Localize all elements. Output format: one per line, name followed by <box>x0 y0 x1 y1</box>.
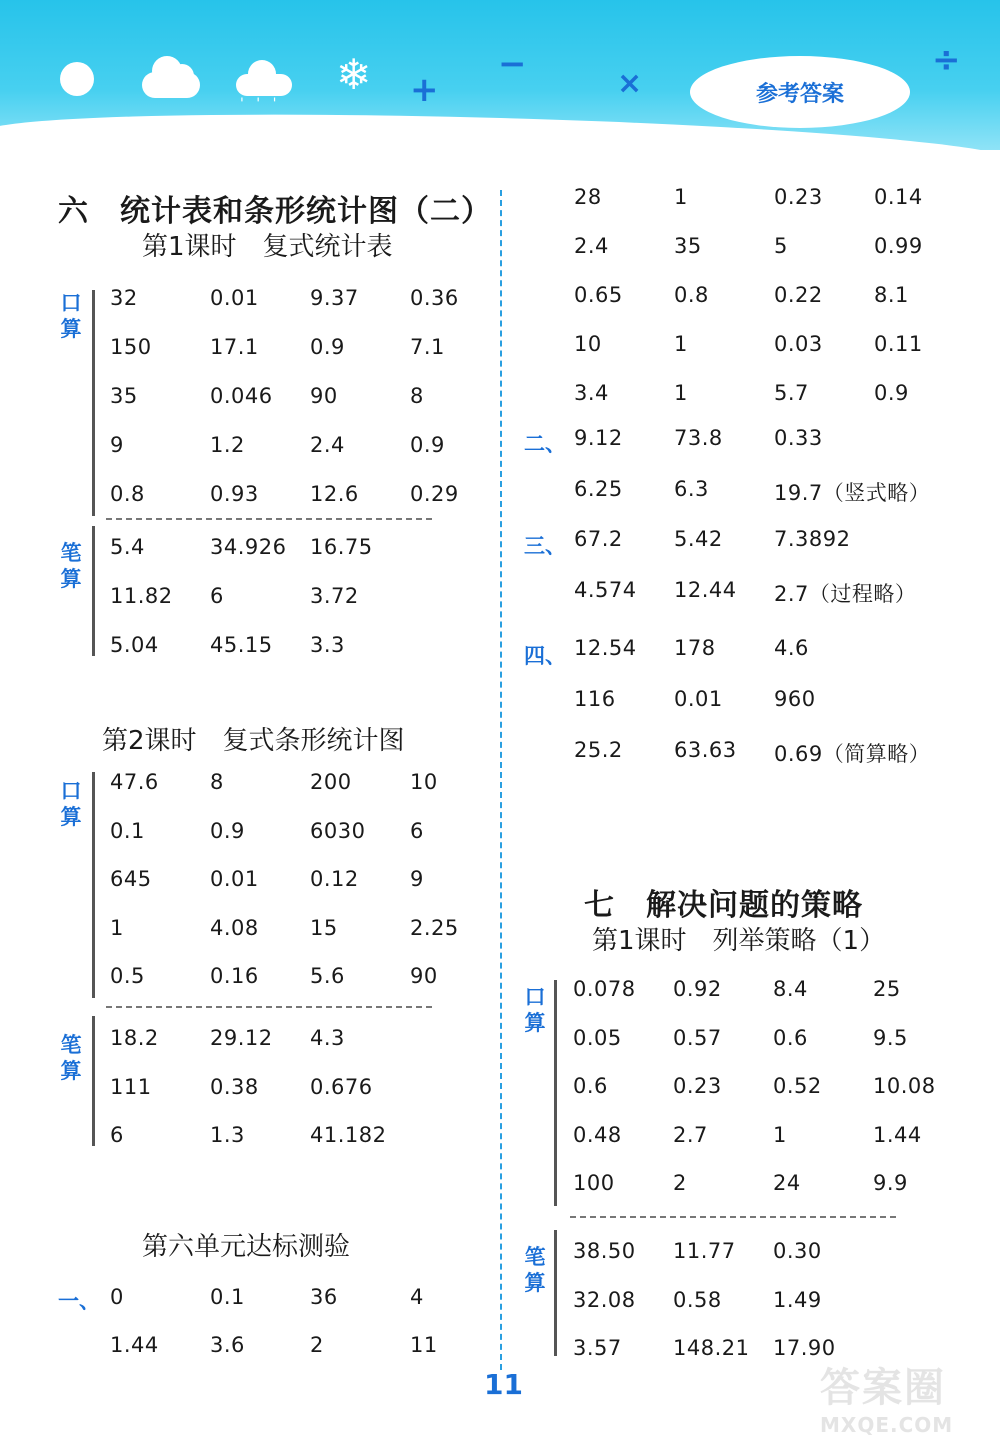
answer-cell: 3.57 <box>573 1336 622 1360</box>
answer-cell: 5 <box>774 234 788 258</box>
answer-cell: 8.1 <box>874 283 909 307</box>
answer-cell: 17.90 <box>773 1336 836 1360</box>
answer-cell: 1.49 <box>773 1287 822 1312</box>
answer-cell: 116 <box>574 687 616 711</box>
answer-cell: 32.08 <box>573 1287 636 1312</box>
answer-cell: 6.25 <box>574 477 623 501</box>
answer-cell: 5.7 <box>774 381 809 405</box>
answer-cell: 0.29 <box>410 482 459 506</box>
answer-cell: 0.8 <box>110 482 145 506</box>
answer-cell: 2.7（过程略） <box>774 582 917 606</box>
answer-cell: 0.6 <box>573 1074 608 1098</box>
answer-cell: 0.5 <box>110 964 145 988</box>
answer-cell: 41.182 <box>310 1123 387 1147</box>
answer-cell: 29.12 <box>210 1026 273 1050</box>
answer-cell: 0.6 <box>773 1025 808 1050</box>
answer-cell: 0.93 <box>210 482 259 506</box>
plus-icon: + <box>410 70 439 110</box>
answer-cell: 0.57 <box>673 1025 722 1050</box>
answer-cell: 73.8 <box>674 426 723 450</box>
answer-cell: 178 <box>674 636 716 660</box>
answer-cell: 0.16 <box>210 964 259 988</box>
answer-cell: 0.9 <box>210 818 245 843</box>
answer-cell: 1 <box>773 1122 787 1147</box>
answer-cell: 148.21 <box>673 1336 750 1360</box>
answer-cell: 12.44 <box>674 578 737 602</box>
watermark <box>820 1356 996 1444</box>
answer-cell: 6 <box>410 818 424 843</box>
watermark-logo: 答案圈 <box>820 1365 946 1411</box>
answer-cell: 150 <box>110 335 152 359</box>
answer-cell: 24 <box>773 1171 801 1195</box>
answer-cell: 8 <box>410 384 424 408</box>
answer-cell: 45.15 <box>210 633 273 657</box>
answer-cell: 1.3 <box>210 1123 245 1147</box>
answer-cell: 0.92 <box>673 977 722 1001</box>
answer-cell: 17.1 <box>210 335 259 359</box>
watermark-url: MXQE.COM <box>820 1413 954 1437</box>
answer-cell: 6 <box>210 584 224 608</box>
answer-cell: 0.65 <box>574 283 623 307</box>
answer-cell: 2 <box>673 1171 687 1195</box>
answer-cell: 0.078 <box>573 977 636 1001</box>
answer-cell: 0.12 <box>310 867 359 891</box>
answer-cell: 0.01 <box>674 687 723 711</box>
answer-cell: 0.01 <box>210 286 259 310</box>
cloud-icon <box>142 72 200 98</box>
answer-cell: 0.99 <box>874 234 923 258</box>
written-label: 笔算 <box>60 541 82 591</box>
part-1-label: 一、 <box>58 1289 100 1313</box>
page-number: 11 <box>484 1368 523 1401</box>
answer-cell: 1.2 <box>210 433 245 457</box>
answer-cell: 0.23 <box>774 185 823 209</box>
answer-cell: 4 <box>410 1285 424 1309</box>
written-label: 笔算 <box>524 1245 546 1295</box>
section-separator <box>570 1216 896 1218</box>
answer-cell: 5.4 <box>110 535 145 559</box>
section-bar <box>92 772 95 998</box>
answer-cell: 0.69（简算略） <box>774 742 931 766</box>
snowflake-icon: ❄ <box>336 50 372 99</box>
answer-cell: 10.08 <box>873 1074 936 1098</box>
answer-cell: 2.4 <box>310 433 345 457</box>
divide-icon: ÷ <box>932 40 961 80</box>
answer-cell: 3.72 <box>310 584 359 608</box>
answer-cell: 1.44 <box>873 1122 922 1147</box>
oral-label: 口算 <box>60 291 82 341</box>
answer-cell: 12.54 <box>574 636 637 660</box>
answer-cell: 0.58 <box>673 1287 722 1312</box>
answer-cell: 9.5 <box>873 1025 908 1050</box>
answer-cell: 1 <box>674 332 688 356</box>
answer-cell: 9 <box>410 867 424 891</box>
answer-cell: 0.03 <box>774 332 823 356</box>
answer-cell: 0.52 <box>773 1074 822 1098</box>
answer-cell: 19.7（竖式略） <box>774 481 931 505</box>
part-2-label: 二、 <box>524 432 566 456</box>
header-banner <box>0 0 1000 150</box>
answer-cell: 2.4 <box>574 234 609 258</box>
answer-cell: 35 <box>674 234 702 258</box>
section-bar <box>554 980 557 1206</box>
answer-cell: 100 <box>573 1171 615 1195</box>
answer-cell: 0.36 <box>410 286 459 310</box>
answer-cell: 5.42 <box>674 527 723 551</box>
answer-cell: 8.4 <box>773 977 808 1001</box>
answer-cell: 1.44 <box>110 1333 159 1357</box>
answer-cell: 25 <box>873 977 901 1001</box>
answer-cell: 9 <box>110 433 124 457</box>
lesson-6-2-title: 第2课时 复式条形统计图 <box>102 726 405 756</box>
answer-cell: 2.25 <box>410 915 459 940</box>
answer-cell: 12.6 <box>310 482 359 506</box>
answer-cell: 4.08 <box>210 915 259 940</box>
section-separator <box>106 1006 432 1008</box>
answer-cell: 0.11 <box>874 332 923 356</box>
written-label: 笔算 <box>60 1033 82 1083</box>
answer-cell: 3.6 <box>210 1333 245 1357</box>
answer-cell: 0.1 <box>110 818 145 843</box>
answer-cell: 25.2 <box>574 738 623 762</box>
answer-cell: 1 <box>674 185 688 209</box>
answer-cell: 10 <box>410 770 438 794</box>
answer-cell: 16.75 <box>310 535 373 559</box>
section-bar <box>92 290 95 516</box>
minus-icon: − <box>498 44 527 84</box>
answer-cell: 90 <box>410 964 438 988</box>
answer-cell: 90 <box>310 384 338 408</box>
answer-cell: 8 <box>210 770 224 794</box>
answer-cell: 0.9 <box>310 335 345 359</box>
answer-cell: 36 <box>310 1285 338 1309</box>
column-divider <box>500 190 502 1370</box>
answer-cell: 0.38 <box>210 1074 259 1099</box>
answer-cell: 38.50 <box>573 1239 636 1263</box>
lesson-6-1-title: 第1课时 复式统计表 <box>142 232 393 262</box>
answer-cell: 0.8 <box>674 283 709 307</box>
part-3-label: 三、 <box>524 534 566 558</box>
answer-cell: 7.1 <box>410 335 445 359</box>
answer-cell: 2 <box>310 1333 324 1357</box>
answer-cell: 0.14 <box>874 185 923 209</box>
answer-cell: 0.676 <box>310 1074 373 1099</box>
chapter-7-title: 七 解决问题的策略 <box>584 888 863 923</box>
answer-cell: 28 <box>574 185 602 209</box>
answer-cell: 1 <box>110 915 124 940</box>
answer-cell: 0.1 <box>210 1285 245 1309</box>
answer-cell: 9.12 <box>574 426 623 450</box>
answer-cell: 0.30 <box>773 1239 822 1263</box>
answer-cell: 10 <box>574 332 602 356</box>
section-bar <box>554 1230 557 1356</box>
answer-cell: 111 <box>110 1074 152 1099</box>
answer-cell: 0.9 <box>410 433 445 457</box>
answer-cell: 0.22 <box>774 283 823 307</box>
sun-icon <box>60 62 94 96</box>
answer-cell: 11 <box>410 1333 438 1357</box>
answer-cell: 2.7 <box>673 1122 708 1147</box>
answer-cell: 11.82 <box>110 584 173 608</box>
lesson-7-1-title: 第1课时 列举策略（1） <box>592 926 886 956</box>
chapter-6-title: 六 统计表和条形统计图（二） <box>58 194 492 229</box>
oral-label: 口算 <box>524 985 546 1035</box>
answer-cell: 6.3 <box>674 477 709 501</box>
answer-cell: 0.9 <box>874 381 909 405</box>
answer-cell: 6030 <box>310 818 366 843</box>
answer-cell: 645 <box>110 867 152 891</box>
answer-cell: 4.6 <box>774 636 809 660</box>
answer-cell: 32 <box>110 286 138 310</box>
answer-cell: 67.2 <box>574 527 623 551</box>
answer-cell: 34.926 <box>210 535 287 559</box>
answer-cell: 5.04 <box>110 633 159 657</box>
answer-cell: 63.63 <box>674 738 737 762</box>
rain-drops-icon: ' ' ' <box>240 96 281 112</box>
answer-cell: 960 <box>774 687 816 711</box>
answer-cell: 0.23 <box>673 1074 722 1098</box>
answer-cell: 9.9 <box>873 1171 908 1195</box>
section-separator <box>106 518 432 520</box>
answer-cell: 3.4 <box>574 381 609 405</box>
section-bar <box>92 526 95 656</box>
answer-cell: 4.574 <box>574 578 637 602</box>
answer-cell: 7.3892 <box>774 527 851 551</box>
answer-cell: 0.01 <box>210 867 259 891</box>
answer-cell: 1 <box>674 381 688 405</box>
answer-key-badge: 参考答案 <box>690 56 910 128</box>
unit-test-title: 第六单元达标测验 <box>142 1232 351 1262</box>
answer-cell: 0.046 <box>210 384 273 408</box>
answer-cell: 0.05 <box>573 1025 622 1050</box>
part-4-label: 四、 <box>524 644 566 668</box>
answer-cell: 0.48 <box>573 1122 622 1147</box>
section-bar <box>92 1016 95 1146</box>
answer-cell: 0 <box>110 1285 124 1309</box>
answer-cell: 200 <box>310 770 352 794</box>
times-icon: × <box>617 66 643 101</box>
answer-cell: 3.3 <box>310 633 345 657</box>
answer-cell: 6 <box>110 1123 124 1147</box>
answer-cell: 15 <box>310 915 338 940</box>
oral-label: 口算 <box>60 779 82 829</box>
answer-cell: 0.33 <box>774 426 823 450</box>
answer-cell: 47.6 <box>110 770 159 794</box>
answer-cell: 9.37 <box>310 286 359 310</box>
answer-cell: 5.6 <box>310 964 345 988</box>
answer-cell: 4.3 <box>310 1026 345 1050</box>
answer-cell: 11.77 <box>673 1239 736 1263</box>
rain-cloud-icon <box>236 74 292 96</box>
answer-cell: 18.2 <box>110 1026 159 1050</box>
answer-cell: 35 <box>110 384 138 408</box>
